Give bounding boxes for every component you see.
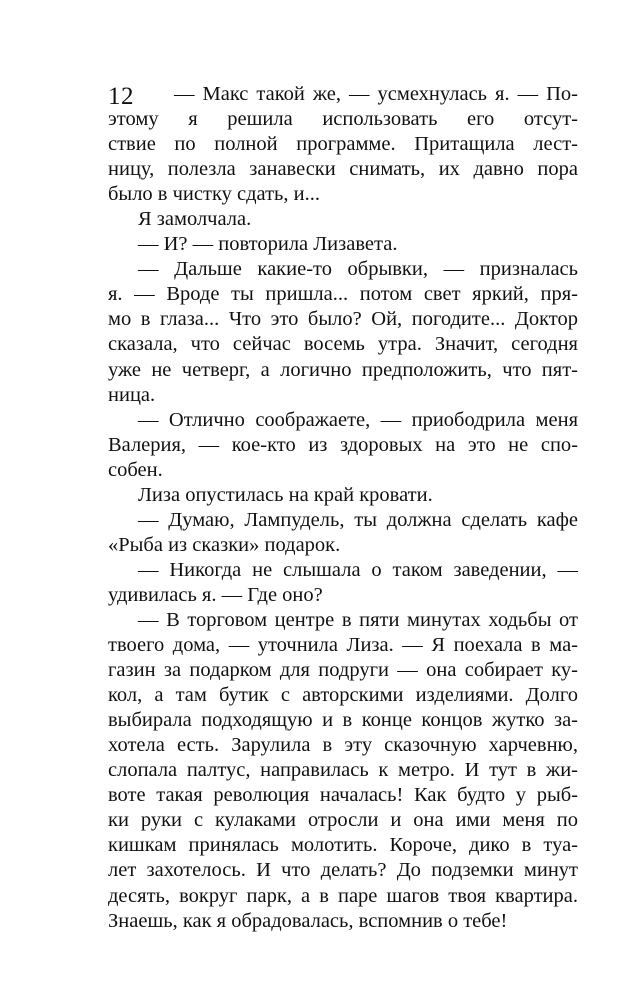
text-line: — В торговом центре в пяти минутах ходьбы от [138,608,578,631]
text-line: ствие по полной программе. Притащила лест- [108,133,578,156]
text-line: воте такая революция началась! Как будто у рыб- [108,784,578,807]
text-line: — Макс такой же, — усмехнулась я. — По- [174,83,578,105]
text-line: хотела есть. Зарулила в эту сказочную харчевню, [108,734,578,757]
page-number: 12 [108,83,134,110]
text-line: Я замолчала. [138,208,252,231]
text-line: — Дальше какие-то обрывки, — призналась [138,258,578,281]
text-line: ницу, полезла занавески снимать, их давно пора [108,158,578,181]
text-line: десять, вокруг парк, а в паре шагов твоя квартира. [108,884,578,907]
text-line: — Думаю, Лампудель, ты должна сделать кафе [138,508,578,531]
text-line: кол, а там бутик с авторскими изделиями. Долго [108,684,578,707]
text-line: сказала, что сейчас восемь утра. Значит, сегодня [108,333,578,356]
text-line: — Отлично соображаете, — приободрила меня [138,408,578,431]
text-line: Знаешь, как я обрадовалась, вспомнив о тебе! [108,909,508,932]
text-line: выбирала подходящую и в конце концов жутко за- [108,709,578,732]
text-line: Лиза опустилась на край кровати. [138,483,433,506]
text-line: Валерия, — кое-кто из здоровых на это не спо- [108,433,578,456]
text-line: кишкам принялась молотить. Короче, дико в туа- [108,834,578,857]
body-text [108,82,578,934]
text-line: ница. [108,383,156,406]
text-line: газин за подарком для подруги — она собирает ку- [108,659,578,682]
text-line: — Никогда не слышала о таком заведении, — [138,558,578,581]
text-line: — И? — повторила Лизавета. [138,233,398,256]
text-line: удивилась я. — Где оно? [108,583,323,606]
text-line: лет захотелось. И что делать? До подземки минут [108,859,578,882]
text-line: твоего дома, — уточнила Лиза. — Я поехала в ма- [108,634,578,657]
text-line: я. — Вроде ты пришла... потом свет яркий, пря- [108,283,578,306]
text-line: было в чистку сдать, и... [108,183,320,206]
text-line: собен. [108,458,163,481]
text-line: слопала палтус, направилась к метро. И тут в жи- [108,759,578,782]
text-line: этому я решила использовать его отсут- [108,108,578,131]
text-line: уже не четверг, а логично предположить, что пят- [108,358,578,381]
text-line: мо в глаза... Что это было? Ой, погодите... Доктор [108,308,578,331]
text-line: «Рыба из сказки» подарок. [108,533,341,556]
text-line: ки руки с кулаками отросли и она ими меня по [108,809,578,832]
